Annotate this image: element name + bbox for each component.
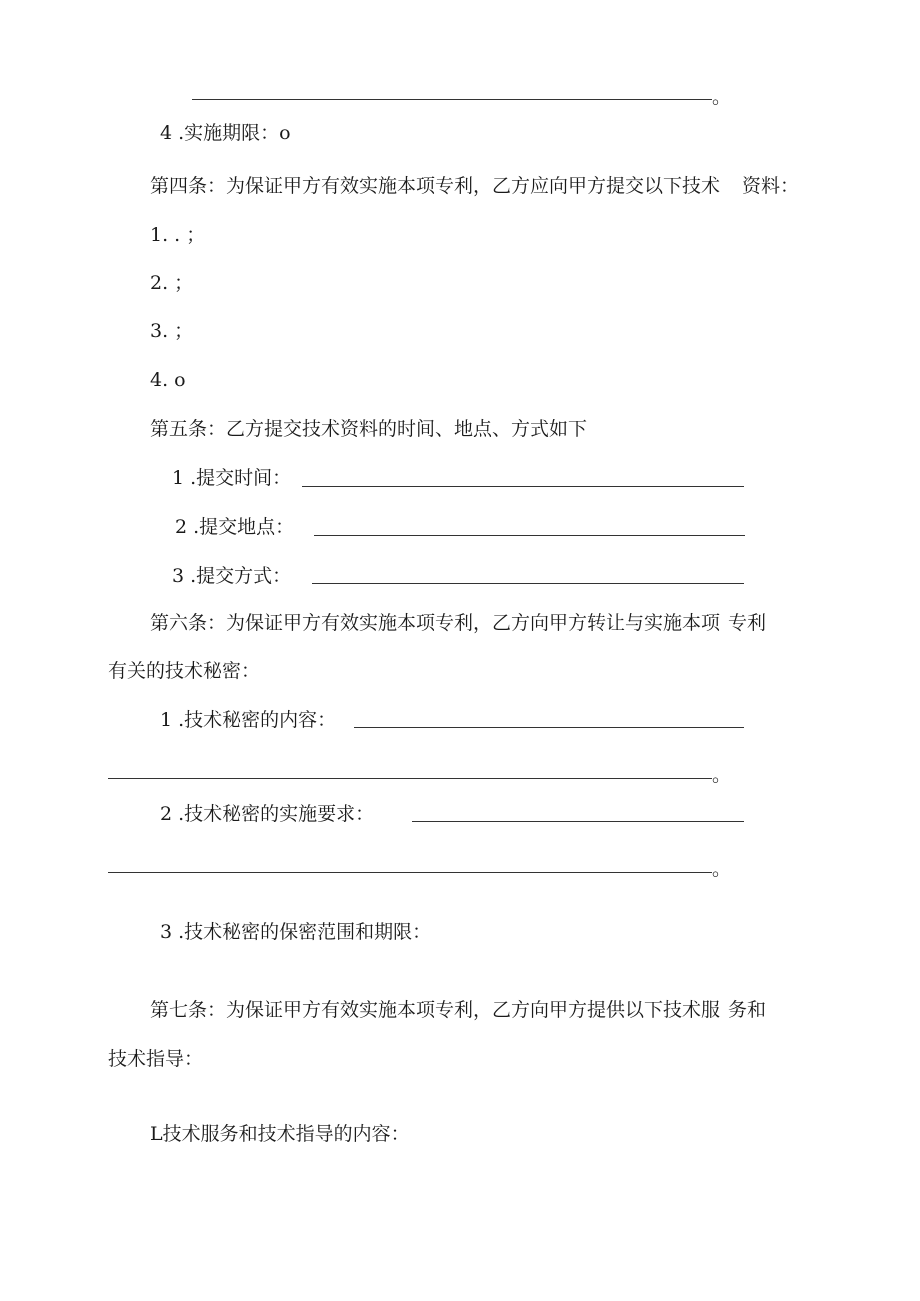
article-7-continuation: 技术指导： [108,1048,204,1070]
submission-time-blank [302,486,744,487]
article-5-heading: 第五条：乙方提交技术资料的时间、地点、方式如下 [150,418,588,440]
article-4-item-4: 4. o [150,369,186,391]
tech-service-content-label: L技术服务和技术指导的内容： [150,1123,410,1145]
trade-secret-requirements-blank-2 [108,872,712,873]
article-7-heading [150,997,766,1023]
article-4-text-a: 第四条：为保证甲方有效实施本项专利，乙方应向甲方提交以下技术 [150,175,721,197]
article-4-item-2: 2. ； [150,272,194,294]
article-6-heading [150,610,766,636]
article-6-text-b: 专利 [728,612,767,634]
period-mark: 。 [712,86,732,108]
trade-secret-requirements-blank [412,821,744,822]
submission-place-label: 2 .提交地点： [175,516,295,538]
trade-secret-content-blank-2 [108,778,712,779]
article-6-text-a: 第六条：为保证甲方有效实施本项专利，乙方向甲方转让与实施本项 [150,612,721,634]
article-7-text-a: 第七条：为保证甲方有效实施本项专利，乙方向甲方提供以下技术服 [150,999,721,1021]
article-4-text-b: 资料： [742,175,800,197]
period-mark: 。 [712,764,732,786]
implementation-deadline-item: 4 .实施期限：o [160,122,291,144]
trade-secret-requirements-label: 2 .技术秘密的实施要求： [160,803,375,825]
submission-method-label: 3 .提交方式： [172,565,292,587]
trade-secret-content-blank [354,727,744,728]
fill-blank-line [192,99,712,100]
article-6-continuation: 有关的技术秘密： [108,660,261,682]
article-7-text-b: 务和 [728,999,767,1021]
submission-place-blank [314,535,745,536]
article-4-item-3: 3. ； [150,320,194,342]
period-mark: 。 [712,858,732,880]
submission-time-label: 1 .提交时间： [172,467,292,489]
submission-method-blank [312,583,744,584]
trade-secret-content-label: 1 .技术秘密的内容： [160,709,337,731]
article-4-item-1: 1. . ； [150,224,206,246]
trade-secret-scope-label: 3 .技术秘密的保密范围和期限： [160,921,432,943]
article-4-heading [150,173,799,199]
